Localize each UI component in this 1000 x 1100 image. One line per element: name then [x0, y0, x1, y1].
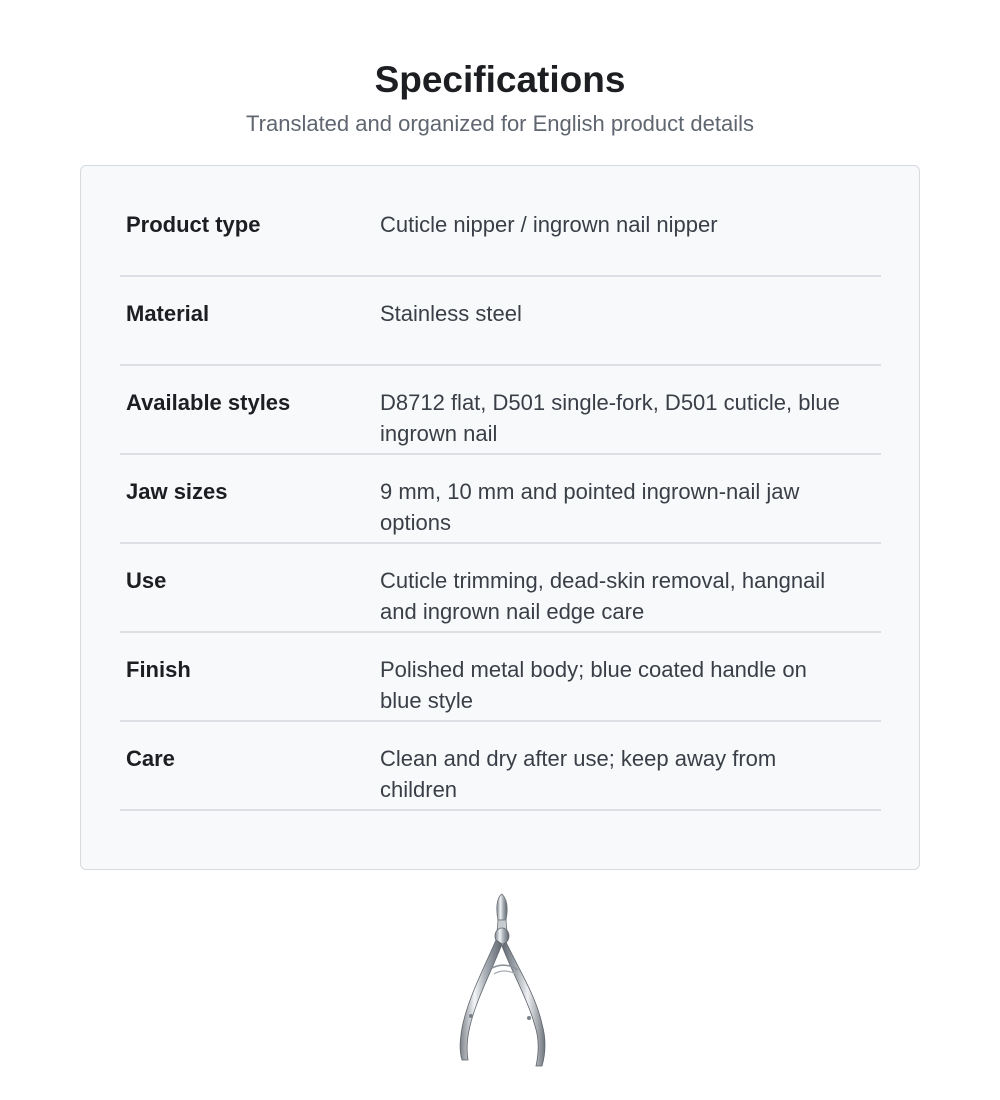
- spec-value: 9 mm, 10 mm and pointed ingrown-nail jaw options: [380, 479, 800, 535]
- page-title: Specifications: [374, 59, 626, 100]
- spec-row-jaw-sizes: [120, 455, 881, 544]
- spec-value: Polished metal body; blue coated handle on blue style: [380, 657, 807, 713]
- spec-value: Clean and dry after use; keep away from children: [380, 746, 777, 802]
- cuticle-nipper-icon: [440, 888, 560, 1073]
- spec-label: Use: [126, 568, 167, 593]
- spec-row-available-styles: [120, 366, 881, 455]
- spec-label: Care: [126, 746, 175, 771]
- specifications-card: [80, 165, 920, 870]
- spec-label: Jaw sizes: [126, 479, 228, 504]
- spec-label: Material: [126, 301, 210, 326]
- specifications-table: [120, 188, 881, 811]
- product-image: [440, 888, 560, 1073]
- spec-value: Stainless steel: [380, 301, 522, 326]
- spec-row-care: [120, 722, 881, 811]
- spec-label: Available styles: [126, 390, 291, 415]
- spec-value: Cuticle nipper / ingrown nail nipper: [380, 212, 718, 237]
- spec-value: Cuticle trimming, dead-skin removal, hangnail and ingrown nail edge care: [380, 568, 826, 624]
- page-subtitle: Translated and organized for English product details: [246, 111, 754, 136]
- spec-row-product-type: [120, 188, 881, 277]
- spec-row-material: [120, 277, 881, 366]
- spec-label: Product type: [126, 212, 261, 237]
- spec-row-use: [120, 544, 881, 633]
- spec-row-finish: [120, 633, 881, 722]
- spec-value: D8712 flat, D501 single-fork, D501 cuticle, blue ingrown nail: [380, 390, 840, 446]
- spec-label: Finish: [126, 657, 191, 682]
